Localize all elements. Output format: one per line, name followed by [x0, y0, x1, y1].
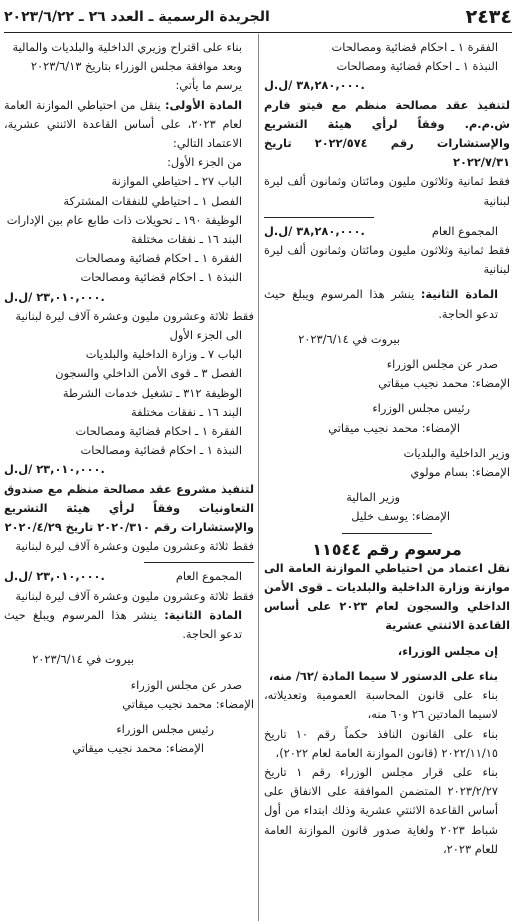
text-line: الفصل ١ ـ احتياطي للنفقات المشتركة	[63, 193, 242, 208]
text-line: النبذة ١ ـ احكام قضائية ومصالحات	[80, 443, 242, 458]
right-column	[264, 38, 510, 923]
amount: ٢٣,٠١٠,٠٠٠ /ل.ل.	[4, 289, 105, 304]
total-words: فقط ثمانية وثلاثون مليون ومائتان وثمانون ألف ليرة لبنانية	[264, 243, 510, 277]
text-line: الى الجزء الأول	[169, 328, 242, 343]
text-line: النبذة ١ ـ احكام قضائية ومصالحات	[80, 270, 242, 285]
total-label: المجموع العام	[431, 223, 498, 238]
amount: ٣٨,٢٨٠,٠٠٠ /ل.ل.	[264, 78, 365, 93]
signature: الإمضاء: يوسف خليل	[351, 509, 450, 524]
council-line: إن مجلس الوزراء،	[397, 643, 498, 658]
total-row	[264, 222, 510, 241]
gazette-title: الجريدة الرسمية ـ العدد ٢٦ ـ ٢٠٢٣/٦/٢٢	[4, 9, 270, 25]
total-amount: ٣٨,٢٨٠,٠٠٠ /ل.ل.	[264, 223, 365, 238]
article-text: ينقل من احتياطي الموازنة العامة لعام ٢٠٢٣، على أساس القاعدة الاثنتي عشرية، الاعتماد التالي:	[4, 97, 242, 151]
basis-line: بناء على الدستور لا سيما المادة /٦٢/ منه،	[268, 668, 498, 683]
issued-line: صدر عن مجلس الوزراء	[130, 677, 242, 692]
amount-words: فقط ثلاثة وعشرون مليون وعشرة آلاف ليرة لبنانية	[15, 308, 254, 323]
text-line: الباب ٧ ـ وزارة الداخلية والبلديات	[85, 347, 242, 362]
text-line: البند ١٦ ـ نفقات مختلفة	[131, 404, 242, 419]
text-line: الوظيفة ١٩٠ ـ تحويلات ذات طابع عام بين الإدارات	[6, 212, 242, 227]
total-amount: ٢٣,٠١٠,٠٠٠ /ل.ل.	[4, 569, 105, 584]
text-line: وبعد موافقة مجلس الوزراء بتاريخ ٢٠٢٣/٦/١٣	[30, 59, 242, 74]
page-number: ٢٤٣٤	[465, 6, 512, 28]
text-line: الباب ٢٧ ـ احتياطي الموازنة	[111, 174, 242, 189]
signature: الإمضاء: محمد نجيب ميقاتي	[378, 376, 510, 391]
text-line: الفقرة ١ ـ احكام قضائية ومصالحات	[75, 424, 242, 439]
text-line: بناء على اقتراح وزيري الداخلية والبلديات والمالية	[12, 40, 242, 54]
text-line: الفصل ٣ ـ قوى الأمن الداخلي والسجون	[55, 366, 242, 381]
article-title: المادة الأولى:	[164, 97, 243, 112]
minister-title: وزير المالية	[346, 490, 400, 505]
settlement-text: لتنفيذ عقد مصالحة منظم مع فيتو فارم ش.م.م. وفقاً لرأي هيئة التشريع والإستشارات رقم ٢٠٢٢/٥٧٤ تاريخ ٢٠٢٢/٧/٣١	[264, 97, 510, 170]
signature: الإمضاء: محمد نجيب ميقاتي	[328, 420, 460, 435]
text-line: يرسم ما يأتي:	[175, 78, 242, 93]
divider	[264, 217, 374, 218]
signature: الإمضاء: محمد نجيب ميقاتي	[72, 741, 204, 756]
decree-title: نقل اعتماد من احتياطي الموازنة العامة الى موازنة وزارة الداخلية والبلديات ـ قوى الأمن الداخلي والسجون لعام ٢٠٢٣ على أساس القاعدة الاثنتي عشرية	[264, 560, 510, 633]
divider	[144, 562, 254, 563]
article-title: المادة الثانية:	[164, 607, 242, 622]
pm-title: رئيس مجلس الوزراء	[372, 401, 470, 416]
text-line: الفقرة ١ ـ احكام قضائية ومصالحات	[331, 40, 498, 54]
basis-line: بناء على قانون المحاسبة العمومية وتعديلاته، لاسيما المادتين ٢٦ و٦٠ منه،	[264, 688, 498, 722]
divider	[342, 533, 432, 534]
signature: الإمضاء: محمد نجيب ميقاتي	[122, 696, 254, 711]
pm-title: رئيس مجلس الوزراء	[116, 721, 214, 736]
text-line: البند ١٦ ـ نفقات مختلفة	[131, 232, 242, 247]
total-label: المجموع العام	[175, 569, 242, 584]
signature: الإمضاء: بسام مولوي	[410, 465, 510, 480]
settlement-text: لتنفيذ مشروع عقد مصالحة منظم مع صندوق التعاونيات وفقاً لرأي هيئة التشريع والإستشارات رقم ٢٠٢٠/٣١٠ تاريخ ٢٠٢٠/٤/٢٩	[4, 481, 254, 535]
column-separator	[258, 34, 259, 921]
amount: ٢٣,٠١٠,٠٠٠ /ل.ل.	[4, 462, 105, 477]
amount-words: فقط ثمانية وثلاثون مليون ومائتان وثمانون ألف ليرة لبنانية	[264, 174, 510, 208]
page-header	[4, 2, 512, 32]
basis-line: بناء على قرار مجلس الوزراء رقم ١ تاريخ ٢٠٢٣/٢/٢٧ المتضمن الموافقة على الانفاق على أساس القاعدة الاثنتي عشرية وذلك ابتداء من أول شباط ٢٠٢٣ ولغاية صدور قانون الموازنة العامة للعام ٢٠٢٣،	[264, 764, 498, 856]
article-text: ينشر هذا المرسوم ويبلغ حيث تدعو الحاجة.	[4, 607, 242, 642]
total-words: فقط ثلاثة وعشرون مليون وعشرة آلاف ليرة لبنانية	[15, 588, 254, 603]
text-line: الوظيفة ٣١٢ ـ تشغيل خدمات الشرطة	[62, 385, 242, 400]
text-line: الفقرة ١ ـ احكام قضائية ومصالحات	[75, 251, 242, 266]
left-column	[4, 38, 254, 923]
minister-title: وزير الداخلية والبلديات	[403, 445, 510, 460]
date-line: بيروت في ٢٠٢٣/٦/١٤	[32, 652, 134, 667]
text-line: من الجزء الأول:	[167, 155, 242, 170]
article-two	[264, 285, 510, 323]
decree-number: مرسوم رقم ١١٥٤٤	[312, 539, 462, 559]
header-rule	[4, 32, 512, 33]
total-row	[4, 567, 254, 586]
basis-line: بناء على القانون النافذ حكماً رقم ١٠ تاريخ ٢٠٢٢/١١/١٥ (قانون الموازنة العامة لعام ٢٠٢٢)،	[264, 726, 498, 760]
article-two	[4, 606, 254, 644]
amount-words: فقط ثلاثة وعشرون مليون وعشرة آلاف ليرة لبنانية	[15, 539, 254, 554]
article-text: ينشر هذا المرسوم ويبلغ حيث تدعو الحاجة.	[264, 287, 498, 321]
article-one	[4, 96, 254, 154]
article-title: المادة الثانية:	[420, 287, 498, 302]
date-line: بيروت في ٢٠٢٣/٦/١٤	[298, 331, 400, 346]
issued-line: صدر عن مجلس الوزراء	[386, 357, 498, 372]
text-line: النبذة ١ ـ احكام قضائية ومصالحات	[336, 59, 498, 74]
